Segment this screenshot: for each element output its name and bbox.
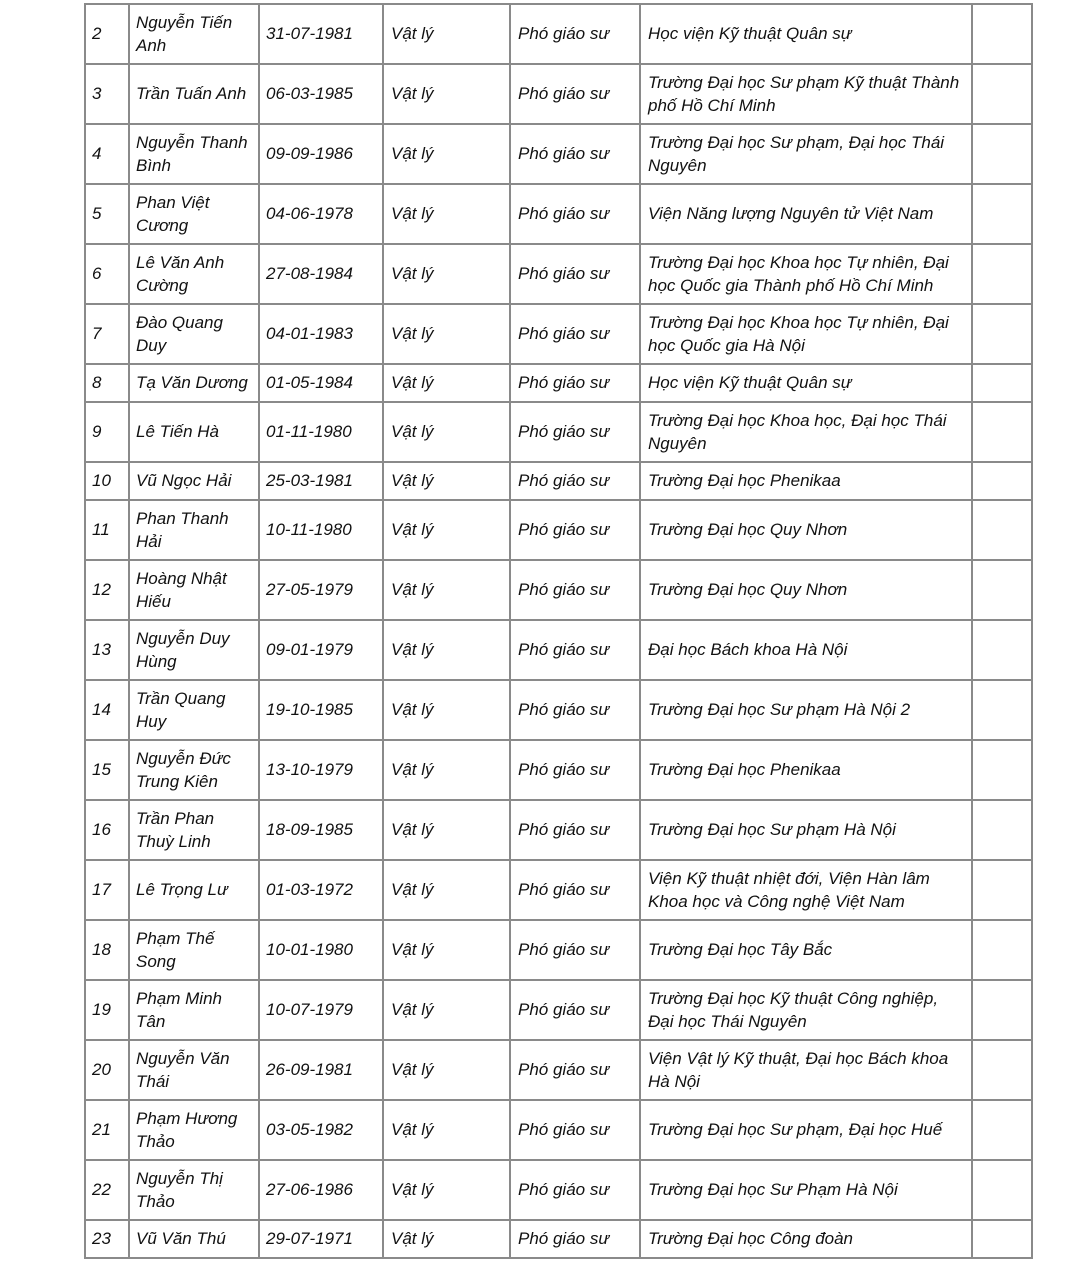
academic-title: Phó giáo sư	[510, 980, 640, 1040]
birth-date: 06-03-1985	[259, 64, 383, 124]
discipline: Vật lý	[383, 304, 510, 364]
institution: Học viện Kỹ thuật Quân sự	[640, 364, 972, 402]
candidate-name: Nguyễn Đức Trung Kiên	[129, 740, 259, 800]
birth-date: 29-07-1971	[259, 1220, 383, 1258]
table-row	[85, 64, 1032, 124]
academic-title: Phó giáo sư	[510, 402, 640, 462]
discipline: Vật lý	[383, 560, 510, 620]
institution: Viện Năng lượng Nguyên tử Việt Nam	[640, 184, 972, 244]
notes-cell	[972, 860, 1032, 920]
academic-title: Phó giáo sư	[510, 244, 640, 304]
row-number: 18	[85, 920, 129, 980]
table-row	[85, 680, 1032, 740]
birth-date: 04-06-1978	[259, 184, 383, 244]
table-row	[85, 244, 1032, 304]
table-row	[85, 184, 1032, 244]
institution: Học viện Kỹ thuật Quân sự	[640, 4, 972, 64]
candidate-name: Phạm Thế Song	[129, 920, 259, 980]
birth-date: 18-09-1985	[259, 800, 383, 860]
table-row	[85, 860, 1032, 920]
birth-date: 27-05-1979	[259, 560, 383, 620]
table-row	[85, 1040, 1032, 1100]
birth-date: 13-10-1979	[259, 740, 383, 800]
institution: Trường Đại học Khoa học Tự nhiên, Đại học Quốc gia Hà Nội	[640, 304, 972, 364]
institution: Trường Đại học Sư phạm, Đại học Thái Nguyên	[640, 124, 972, 184]
table-row	[85, 740, 1032, 800]
row-number: 15	[85, 740, 129, 800]
notes-cell	[972, 680, 1032, 740]
row-number: 11	[85, 500, 129, 560]
table-row	[85, 1220, 1032, 1258]
candidate-name: Hoàng Nhật Hiếu	[129, 560, 259, 620]
discipline: Vật lý	[383, 244, 510, 304]
candidate-name: Nguyễn Văn Thái	[129, 1040, 259, 1100]
institution: Trường Đại học Phenikaa	[640, 740, 972, 800]
notes-cell	[972, 1040, 1032, 1100]
institution: Trường Đại học Sư phạm Kỹ thuật Thành phố Hồ Chí Minh	[640, 64, 972, 124]
discipline: Vật lý	[383, 462, 510, 500]
birth-date: 10-11-1980	[259, 500, 383, 560]
candidate-name: Phan Thanh Hải	[129, 500, 259, 560]
institution: Trường Đại học Kỹ thuật Công nghiệp, Đại học Thái Nguyên	[640, 980, 972, 1040]
discipline: Vật lý	[383, 1160, 510, 1220]
academic-title: Phó giáo sư	[510, 64, 640, 124]
academic-title: Phó giáo sư	[510, 184, 640, 244]
row-number: 21	[85, 1100, 129, 1160]
notes-cell	[972, 244, 1032, 304]
notes-cell	[972, 462, 1032, 500]
candidate-name: Trần Phan Thuỳ Linh	[129, 800, 259, 860]
notes-cell	[972, 1220, 1032, 1258]
birth-date: 03-05-1982	[259, 1100, 383, 1160]
candidate-name: Nguyễn Thị Thảo	[129, 1160, 259, 1220]
discipline: Vật lý	[383, 402, 510, 462]
row-number: 5	[85, 184, 129, 244]
table-row	[85, 304, 1032, 364]
academic-title: Phó giáo sư	[510, 1040, 640, 1100]
notes-cell	[972, 500, 1032, 560]
discipline: Vật lý	[383, 4, 510, 64]
discipline: Vật lý	[383, 500, 510, 560]
table-row	[85, 124, 1032, 184]
institution: Trường Đại học Công đoàn	[640, 1220, 972, 1258]
row-number: 10	[85, 462, 129, 500]
notes-cell	[972, 364, 1032, 402]
discipline: Vật lý	[383, 920, 510, 980]
candidate-name: Nguyễn Thanh Bình	[129, 124, 259, 184]
row-number: 8	[85, 364, 129, 402]
notes-cell	[972, 184, 1032, 244]
table-row	[85, 1100, 1032, 1160]
row-number: 17	[85, 860, 129, 920]
table-row	[85, 920, 1032, 980]
table-row	[85, 402, 1032, 462]
notes-cell	[972, 304, 1032, 364]
row-number: 23	[85, 1220, 129, 1258]
institution: Trường Đại học Quy Nhơn	[640, 560, 972, 620]
birth-date: 10-01-1980	[259, 920, 383, 980]
row-number: 2	[85, 4, 129, 64]
discipline: Vật lý	[383, 1220, 510, 1258]
academic-title: Phó giáo sư	[510, 800, 640, 860]
row-number: 13	[85, 620, 129, 680]
notes-cell	[972, 800, 1032, 860]
notes-cell	[972, 620, 1032, 680]
academic-title: Phó giáo sư	[510, 620, 640, 680]
notes-cell	[972, 64, 1032, 124]
notes-cell	[972, 4, 1032, 64]
row-number: 16	[85, 800, 129, 860]
discipline: Vật lý	[383, 740, 510, 800]
table-row	[85, 980, 1032, 1040]
academic-title: Phó giáo sư	[510, 860, 640, 920]
row-number: 9	[85, 402, 129, 462]
birth-date: 01-11-1980	[259, 402, 383, 462]
candidate-name: Vũ Ngọc Hải	[129, 462, 259, 500]
candidate-name: Trần Quang Huy	[129, 680, 259, 740]
notes-cell	[972, 402, 1032, 462]
row-number: 19	[85, 980, 129, 1040]
row-number: 7	[85, 304, 129, 364]
academic-title: Phó giáo sư	[510, 304, 640, 364]
discipline: Vật lý	[383, 364, 510, 402]
candidate-name: Nguyễn Duy Hùng	[129, 620, 259, 680]
institution: Viện Vật lý Kỹ thuật, Đại học Bách khoa Hà Nội	[640, 1040, 972, 1100]
discipline: Vật lý	[383, 860, 510, 920]
institution: Trường Đại học Quy Nhơn	[640, 500, 972, 560]
institution: Trường Đại học Sư phạm Hà Nội 2	[640, 680, 972, 740]
row-number: 3	[85, 64, 129, 124]
table-row	[85, 620, 1032, 680]
table-body	[85, 4, 1032, 1258]
academic-title: Phó giáo sư	[510, 462, 640, 500]
candidate-name: Đào Quang Duy	[129, 304, 259, 364]
institution: Trường Đại học Khoa học, Đại học Thái Nguyên	[640, 402, 972, 462]
birth-date: 01-03-1972	[259, 860, 383, 920]
notes-cell	[972, 1160, 1032, 1220]
academic-title: Phó giáo sư	[510, 680, 640, 740]
row-number: 4	[85, 124, 129, 184]
notes-cell	[972, 124, 1032, 184]
notes-cell	[972, 560, 1032, 620]
notes-cell	[972, 740, 1032, 800]
academic-title: Phó giáo sư	[510, 1100, 640, 1160]
candidate-name: Lê Trọng Lư	[129, 860, 259, 920]
table-row	[85, 364, 1032, 402]
candidate-name: Lê Văn Anh Cường	[129, 244, 259, 304]
candidate-name: Trần Tuấn Anh	[129, 64, 259, 124]
academic-title: Phó giáo sư	[510, 1160, 640, 1220]
birth-date: 10-07-1979	[259, 980, 383, 1040]
academic-title: Phó giáo sư	[510, 920, 640, 980]
discipline: Vật lý	[383, 800, 510, 860]
birth-date: 01-05-1984	[259, 364, 383, 402]
birth-date: 27-08-1984	[259, 244, 383, 304]
discipline: Vật lý	[383, 980, 510, 1040]
academic-title: Phó giáo sư	[510, 500, 640, 560]
institution: Trường Đại học Sư phạm Hà Nội	[640, 800, 972, 860]
candidate-name: Phạm Hương Thảo	[129, 1100, 259, 1160]
institution: Trường Đại học Phenikaa	[640, 462, 972, 500]
row-number: 20	[85, 1040, 129, 1100]
table-row	[85, 1160, 1032, 1220]
candidate-name: Lê Tiến Hà	[129, 402, 259, 462]
academic-title: Phó giáo sư	[510, 124, 640, 184]
discipline: Vật lý	[383, 680, 510, 740]
table-row	[85, 4, 1032, 64]
table-row	[85, 560, 1032, 620]
birth-date: 19-10-1985	[259, 680, 383, 740]
discipline: Vật lý	[383, 1100, 510, 1160]
row-number: 22	[85, 1160, 129, 1220]
academic-title: Phó giáo sư	[510, 1220, 640, 1258]
table-row	[85, 462, 1032, 500]
candidate-name: Vũ Văn Thú	[129, 1220, 259, 1258]
candidate-name: Nguyễn Tiến Anh	[129, 4, 259, 64]
institution: Trường Đại học Khoa học Tự nhiên, Đại học Quốc gia Thành phố Hồ Chí Minh	[640, 244, 972, 304]
birth-date: 04-01-1983	[259, 304, 383, 364]
notes-cell	[972, 980, 1032, 1040]
institution: Trường Đại học Sư Phạm Hà Nội	[640, 1160, 972, 1220]
candidate-table	[84, 3, 1033, 1259]
institution: Đại học Bách khoa Hà Nội	[640, 620, 972, 680]
birth-date: 26-09-1981	[259, 1040, 383, 1100]
institution: Trường Đại học Sư phạm, Đại học Huế	[640, 1100, 972, 1160]
row-number: 12	[85, 560, 129, 620]
row-number: 6	[85, 244, 129, 304]
birth-date: 09-01-1979	[259, 620, 383, 680]
birth-date: 25-03-1981	[259, 462, 383, 500]
academic-title: Phó giáo sư	[510, 4, 640, 64]
notes-cell	[972, 920, 1032, 980]
academic-title: Phó giáo sư	[510, 364, 640, 402]
table-row	[85, 800, 1032, 860]
candidate-name: Phạm Minh Tân	[129, 980, 259, 1040]
candidate-name: Phan Việt Cương	[129, 184, 259, 244]
table-row	[85, 500, 1032, 560]
discipline: Vật lý	[383, 64, 510, 124]
row-number: 14	[85, 680, 129, 740]
notes-cell	[972, 1100, 1032, 1160]
institution: Viện Kỹ thuật nhiệt đới, Viện Hàn lâm Khoa học và Công nghệ Việt Nam	[640, 860, 972, 920]
discipline: Vật lý	[383, 124, 510, 184]
discipline: Vật lý	[383, 620, 510, 680]
birth-date: 27-06-1986	[259, 1160, 383, 1220]
discipline: Vật lý	[383, 1040, 510, 1100]
institution: Trường Đại học Tây Bắc	[640, 920, 972, 980]
birth-date: 31-07-1981	[259, 4, 383, 64]
birth-date: 09-09-1986	[259, 124, 383, 184]
candidate-name: Tạ Văn Dương	[129, 364, 259, 402]
academic-title: Phó giáo sư	[510, 740, 640, 800]
discipline: Vật lý	[383, 184, 510, 244]
academic-title: Phó giáo sư	[510, 560, 640, 620]
